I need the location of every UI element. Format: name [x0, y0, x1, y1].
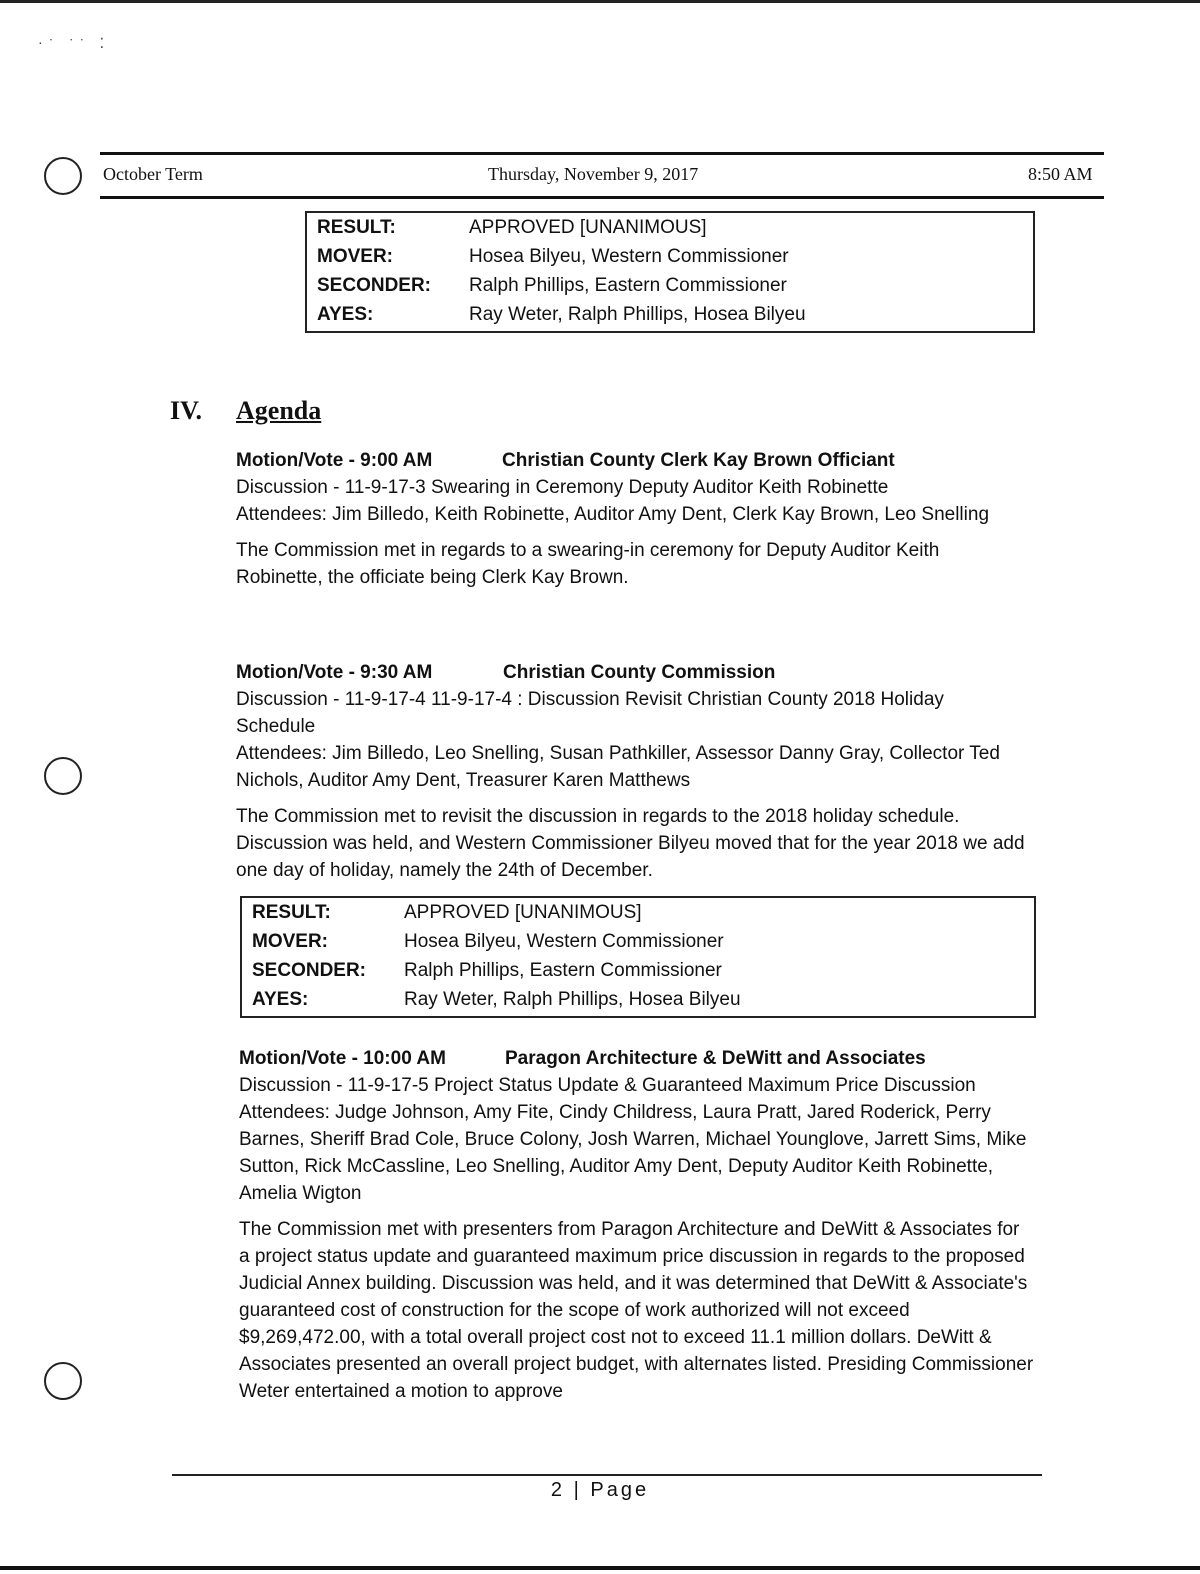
attendees-line: Attendees: Jim Billedo, Keith Robinette, Auditor Amy Dent, Clerk Kay Brown, Leo Snelling: [236, 504, 990, 525]
header-time: 8:50 AM: [1028, 164, 1093, 184]
header-rule-bottom: [100, 196, 1104, 199]
motion-heading: [236, 447, 1016, 474]
header-date: Thursday, November 9, 2017: [488, 164, 699, 184]
footer-rule: [172, 1474, 1042, 1476]
vote-row-mover: [307, 242, 806, 271]
summary-paragraph: The Commission met in regards to a swearing-in ceremony for Deputy Auditor Keith Robinette, the officiate being Clerk Kay Brown.: [236, 540, 940, 588]
vote-value: APPROVED [UNANIMOUS]: [469, 216, 707, 238]
agenda-item-1: [236, 447, 1016, 591]
section-number: IV.: [170, 396, 203, 425]
scan-top-edge: [0, 0, 1200, 3]
punch-hole-middle: [44, 757, 82, 795]
scan-bottom-edge: [0, 1566, 1200, 1570]
vote-key: AYES:: [252, 988, 309, 1010]
page-number: 2 | Page: [550, 1479, 650, 1501]
motion-org: Christian County Clerk Kay Brown Officiant: [502, 450, 895, 471]
vote-key: SECONDER:: [317, 274, 432, 296]
agenda-item-3: [239, 1045, 1034, 1405]
vote-key: RESULT:: [252, 901, 331, 923]
vote-key: RESULT:: [317, 216, 396, 238]
attendees-line: Attendees: Judge Johnson, Amy Fite, Cindy Childress, Laura Pratt, Jared Roderick, Perry Barnes, Sheriff Brad Cole, Bruce Colony, Josh Warren, Michael Younglove, Jarrett Sims, Mike Sutton, Rick McCassline, Leo Snelling, Auditor Amy Dent, Deputy Auditor Keith Robinette, Amelia Wigton: [239, 1102, 1027, 1204]
vote-value: Ralph Phillips, Eastern Commissioner: [469, 274, 787, 296]
vote-row-ayes: [307, 300, 806, 329]
vote-row-seconder: [307, 271, 806, 300]
section-title: Agenda: [236, 396, 322, 425]
scan-specks: ·˙ ˙˙ ⁚: [38, 37, 111, 52]
motion-time: Motion/Vote - 9:30 AM: [236, 662, 433, 683]
motion-time: Motion/Vote - 10:00 AM: [239, 1048, 446, 1069]
vote-value: Ray Weter, Ralph Phillips, Hosea Bilyeu: [404, 988, 741, 1010]
vote-result-box-2: [240, 896, 1036, 1018]
vote-row-result: [307, 213, 806, 242]
header-rule-top: [100, 152, 1104, 155]
motion-heading: [239, 1045, 1034, 1072]
discussion-line: Discussion - 11-9-17-3 Swearing in Ceremony Deputy Auditor Keith Robinette: [236, 477, 889, 498]
vote-key: SECONDER:: [252, 959, 367, 981]
vote-row-mover: [242, 927, 741, 956]
motion-time: Motion/Vote - 9:00 AM: [236, 450, 433, 471]
vote-value: Ray Weter, Ralph Phillips, Hosea Bilyeu: [469, 303, 806, 325]
vote-row-result: [242, 898, 741, 927]
vote-key: MOVER:: [317, 245, 393, 267]
vote-value: Ralph Phillips, Eastern Commissioner: [404, 959, 722, 981]
vote-row-ayes: [242, 985, 741, 1014]
motion-heading: [236, 659, 1026, 686]
vote-key: AYES:: [317, 303, 374, 325]
agenda-item-2: [236, 659, 1026, 884]
punch-hole-top: [44, 157, 82, 195]
motion-org: Christian County Commission: [503, 662, 776, 683]
summary-paragraph: The Commission met to revisit the discussion in regards to the 2018 holiday schedule. Discussion was held, and Western Commissioner Bilyeu moved that for the year 2018 we add one day of holiday, namely the 24th of December.: [236, 806, 1025, 881]
vote-value: Hosea Bilyeu, Western Commissioner: [469, 245, 789, 267]
motion-org: Paragon Architecture & DeWitt and Associates: [505, 1048, 926, 1069]
summary-paragraph: The Commission met with presenters from Paragon Architecture and DeWitt & Associates for a project status update and guaranteed maximum price discussion in regards to the proposed Judicial Annex building. Discussion was held, and it was determined that DeWitt & Associate's guaranteed cost of construction for the scope of work authorized will not exceed $9,269,472.00, with a total overall project cost not to exceed 11.1 million dollars. DeWitt & Associates presented an overall project budget, with alternates listed. Presiding Commissioner Weter entertained a motion to approve: [239, 1219, 1034, 1402]
vote-result-box-1: [305, 211, 1035, 333]
punch-hole-bottom: [44, 1362, 82, 1400]
header-term: October Term: [103, 164, 203, 184]
vote-value: APPROVED [UNANIMOUS]: [404, 901, 642, 923]
vote-value: Hosea Bilyeu, Western Commissioner: [404, 930, 724, 952]
vote-row-seconder: [242, 956, 741, 985]
discussion-line: Discussion - 11-9-17-4 11-9-17-4 : Discussion Revisit Christian County 2018 Holiday Schedule: [236, 689, 944, 737]
discussion-line: Discussion - 11-9-17-5 Project Status Update & Guaranteed Maximum Price Discussion: [239, 1075, 976, 1096]
vote-key: MOVER:: [252, 930, 328, 952]
attendees-line: Attendees: Jim Billedo, Leo Snelling, Susan Pathkiller, Assessor Danny Gray, Collector Ted Nichols, Auditor Amy Dent, Treasurer Karen Matthews: [236, 743, 1000, 791]
